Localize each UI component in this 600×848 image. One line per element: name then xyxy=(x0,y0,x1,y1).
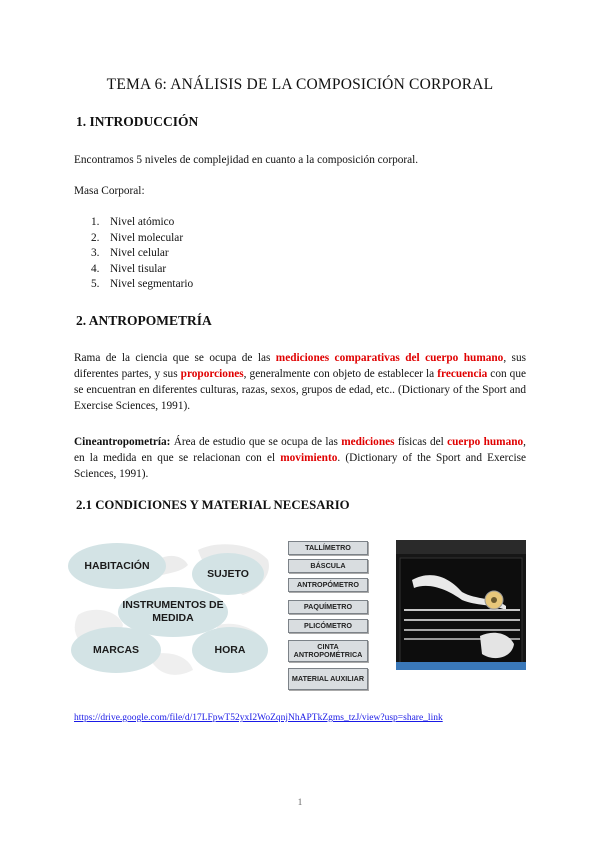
condition-sujeto: SUJETO xyxy=(192,553,264,595)
material-auxiliar: MATERIAL AUXILIAR xyxy=(288,668,368,690)
levels-list xyxy=(91,215,193,293)
section-heading-antropometria: 2. ANTROPOMETRÍA xyxy=(76,313,212,328)
condition-instrumentos-medida: INSTRUMENTOS DE MEDIDA xyxy=(118,587,228,637)
list-item: 3. Nivel celular xyxy=(91,247,169,260)
material-paquimetro: PAQUÍMETRO xyxy=(288,600,368,614)
material-antropometro: ANTROPÓMETRO xyxy=(288,578,368,592)
material-bascula: BÁSCULA xyxy=(288,559,368,573)
drive-link[interactable]: https://drive.google.com/file/d/17LFpwT52yxI2WoZqnjNhAPTkZgms_tzJ/view?usp=share_link xyxy=(74,713,443,723)
section-heading-introduccion: 1. INTRODUCCIÓN xyxy=(76,114,199,129)
page-number: 1 xyxy=(297,798,303,808)
list-item: 5. Nivel segmentario xyxy=(91,278,194,291)
section-heading-condiciones: 2.1 CONDICIONES Y MATERIAL NECESARIO xyxy=(76,498,350,512)
material-cinta-antropometrica: CINTA ANTROPOMÉTRICA xyxy=(288,640,368,662)
page-title: TEMA 6: ANÁLISIS DE LA COMPOSICIÓN CORPORAL xyxy=(106,76,494,93)
list-item: 4. Nivel tisular xyxy=(91,262,167,275)
conditions-diagram xyxy=(68,535,278,680)
antropometria-definition: Rama de la ciencia que se ocupa de las mediciones comparativas del cuerpo humano, sus diferentes partes, y sus proporciones, generalmente con objeto de establecer la frecuencia con que se encuentran en diferentes culturas, razas, sexos, grupos de edad, etc.. (Dictionary of the Sport and Exercise Sciences, 1991). xyxy=(74,352,526,412)
cineantropometria-definition: Cineantropometría: Área de estudio que se ocupa de las mediciones físicas del cuerpo humano, en la medida en que se relacionan con el movimiento. (Dictionary of the Sport and Exercise Sciences, 1991). xyxy=(74,436,527,480)
instruments-photo xyxy=(396,540,526,670)
condition-marcas: MARCAS xyxy=(71,627,161,673)
intro-paragraph: Encontramos 5 niveles de complejidad en cuanto a la composición corporal. xyxy=(74,154,419,166)
material-tallimetro: TALLÍMETRO xyxy=(288,541,368,555)
list-item: 1. Nivel atómico xyxy=(91,216,175,228)
condition-habitacion: HABITACIÓN xyxy=(68,543,166,589)
list-item: 2. Nivel molecular xyxy=(91,231,184,244)
material-plicometro: PLICÓMETRO xyxy=(288,619,368,633)
condition-hora: HORA xyxy=(192,627,268,673)
masa-corporal-label: Masa Corporal: xyxy=(74,185,145,197)
